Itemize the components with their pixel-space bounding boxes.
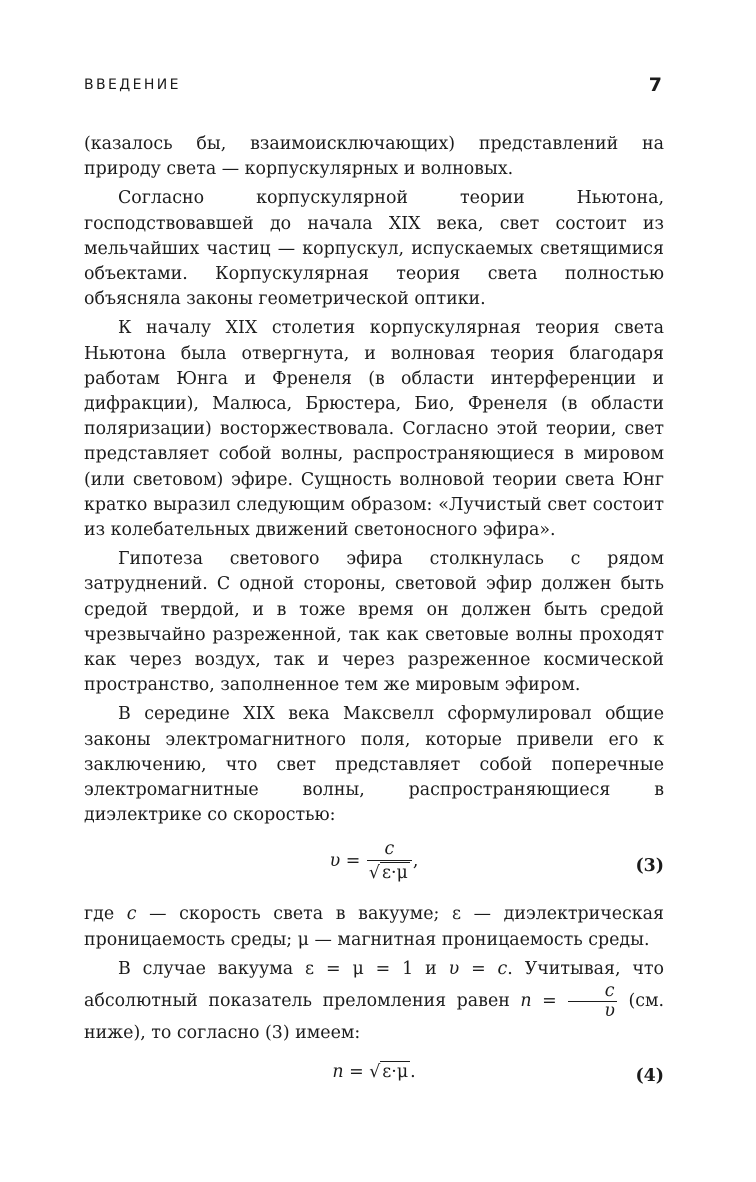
equation-3-expression: υ = $\frac{c}{√ \varepsilon\cdot\mu}$ , xyxy=(329,839,419,884)
sqrt-symbol: √ ε·μ xyxy=(368,863,408,884)
page-number: 7 xyxy=(648,74,662,96)
sqrt-symbol: √ ε·μ xyxy=(369,1062,409,1083)
equation-4-expression: n = √ ε·μ . xyxy=(84,1060,664,1085)
paragraph-3: К началу XIX столетия корпускулярная теория света Ньютона была отвергнута, и волновая теория благодаря работам Юнга и Френеля (в области интерференции и дифракции), Малюса, Брюстера, Био, Френеля (в области поляризации) восторжествовала. Согласно этой теории, свет представляет собой волны, распространяющиеся в мировом (или световом) эфире. Сущность волновой теории света Юнг кратко выразил следующим образом: «Лучистый свет состоит из колебательных движений светоносного эфира». xyxy=(84,318,664,541)
fraction-c-over-sqrt: $\frac{c}{√ \varepsilon\cdot\mu}$ xyxy=(367,838,412,885)
paragraph-7: В случае вакуума ε = μ = 1 и υ = c. Учитывая, что абсолютный показатель преломления равен n = $\frac{c}{\upsilon}$ (см. ниже), то согласно (3) имеем: xyxy=(84,958,665,1044)
fraction-c-over-v: $\frac{c}{\upsilon}$ xyxy=(568,982,617,1021)
equation-4 xyxy=(84,1060,664,1100)
paragraph-4: Гипотеза светового эфира столкнулась с рядом затруднений. С одной стороны, световой эфир должен быть средой твердой, и в тоже время он должен быть средой чрезвычайно разреженной, так как световые волны проходят как через воздух, так и через разреженное космической пространство, заполненное тем же мировым эфиром. xyxy=(84,549,664,696)
paragraph-1: (казалось бы, взаимоисключающих) представлений на природу света — корпускулярных и волновых. xyxy=(84,134,664,180)
equation-4-number: (4) xyxy=(635,1066,664,1087)
body-text xyxy=(84,132,664,1100)
paragraph-5: В середине XIX века Максвелл сформулировал общие законы электромагнитного поля, которые привели его к заключению, что свет представляет собой поперечные электромагнитные волны, распространяющиеся в диэлектрике со скоростью: xyxy=(84,704,664,826)
page-header xyxy=(84,74,664,98)
paragraph-2: Согласно корпускулярной теории Ньютона, господствовавшей до начала XIX века, свет состоит из мельчайших частиц — корпускул, испускаемых светящимися объектами. Корпускулярная теория света полностью объясняла законы геометрической оптики. xyxy=(84,188,664,310)
paragraph-6: где c — скорость света в вакууме; ε — диэлектрическая проницаемость среды; μ — магнитная проницаемость среды. xyxy=(84,904,664,950)
equation-3-number: (3) xyxy=(635,856,664,877)
equation-3 xyxy=(84,838,664,896)
running-head: ВВЕДЕНИЕ xyxy=(84,77,181,93)
